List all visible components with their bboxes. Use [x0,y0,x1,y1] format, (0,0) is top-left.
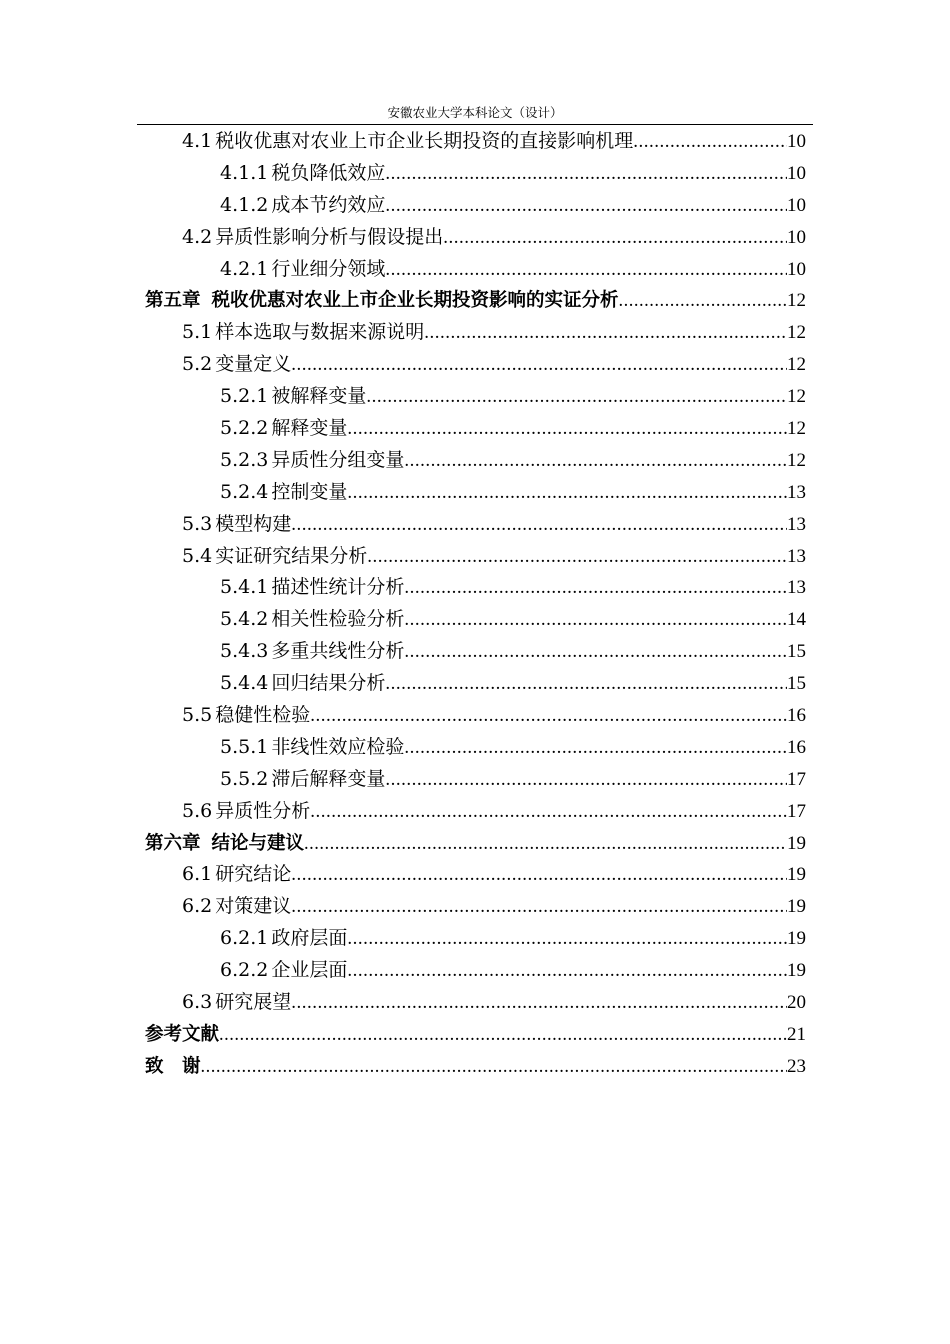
toc-entry-title: 回归结果分析 [271,672,386,695]
toc-entry-leader [367,541,787,573]
toc-entry-leader [404,636,787,668]
toc-entry[interactable] [145,732,806,764]
toc-entry-page: 12 [787,418,806,440]
toc-entry-leader [310,700,787,732]
toc-entry-leader [304,829,787,860]
toc-entry-title: 税收优惠对农业上市企业长期投资影响的实证分析 [211,290,619,312]
toc-entry-page: 13 [787,545,806,567]
toc-entry[interactable] [145,158,806,190]
toc-entry-leader [385,158,787,190]
toc-entry-label [182,349,291,381]
toc-entry-page: 10 [787,162,806,184]
toc-entry-label [182,987,291,1019]
toc-entry-number: 5.2.1 [220,385,269,408]
toc-entry[interactable] [145,349,806,381]
toc-entry-label [182,126,633,158]
toc-entry-title: 结论与建议 [211,832,305,854]
toc-entry-label [220,955,347,987]
toc-entry-number: 第六章 [145,832,201,854]
toc-entry-label [182,700,310,732]
toc-entry-leader [201,1052,787,1083]
toc-entry-title: 解释变量 [271,417,348,440]
toc-entry-label [220,764,385,796]
toc-entry[interactable] [145,923,806,955]
toc-entry-label [220,604,404,636]
toc-entry-leader [347,955,787,987]
toc-entry[interactable] [145,445,806,477]
toc-entry[interactable] [145,987,806,1019]
toc-entry-title: 稳健性检验 [215,704,311,727]
toc-entry[interactable] [145,285,806,317]
toc-entry-number: 5.5.2 [220,767,269,790]
toc-entry-label [220,923,347,955]
toc-entry-page: 13 [787,577,806,599]
toc-entry-page: 17 [787,768,806,790]
toc-entry-page: 15 [787,673,806,695]
toc-entry-label [220,190,385,222]
toc-entry[interactable] [145,381,806,413]
toc-entry-page: 16 [787,705,806,727]
toc-entry-number: 5.5 [182,704,213,727]
toc-entry[interactable] [145,764,806,796]
toc-entry-page: 10 [787,194,806,216]
toc-entry-label [220,413,347,445]
toc-entry-number: 5.4.1 [220,576,269,599]
toc-entry-leader [385,254,787,286]
toc-entry-title: 模型构建 [215,512,292,535]
toc-entry-leader [366,381,787,413]
toc-entry-number: 5.2.4 [220,480,269,503]
toc-entry-label [145,285,619,317]
toc-entry-number: 5.4.2 [220,608,269,631]
toc-entry-number: 5.2.2 [220,417,269,440]
toc-entry-number: 4.2 [182,225,213,248]
toc-entry[interactable] [145,700,806,732]
toc-entry-title: 多重共线性分析 [271,640,405,663]
toc-entry-label [220,254,385,286]
toc-entry[interactable] [145,604,806,636]
toc-entry-label [182,891,291,923]
toc-entry-label [182,317,424,349]
toc-entry-number: 6.2.2 [220,959,269,982]
toc-entry-title: 企业层面 [271,959,348,982]
toc-entry-number: 4.1 [182,130,213,152]
toc-entry-page: 13 [787,513,806,535]
toc-entry-leader [385,190,787,222]
toc-entry-title: 政府层面 [271,927,348,950]
toc-entry-title: 异质性影响分析与假设提出 [215,225,444,248]
toc-entry[interactable] [145,1051,806,1083]
toc-entry[interactable] [145,796,806,828]
toc-entry-label [145,1051,201,1083]
toc-entry-title: 样本选取与数据来源说明 [215,321,425,344]
toc-entry-page: 13 [787,481,806,503]
toc-entry-title: 变量定义 [215,353,292,376]
running-header: 安徽农业大学本科论文（设计） [387,105,563,120]
toc-entry-page: 20 [787,992,806,1014]
toc-entry-title: 研究展望 [215,991,292,1014]
toc-entry-page: 12 [787,449,806,471]
toc-entry[interactable] [145,509,806,541]
toc-entry-leader [347,923,787,955]
toc-entry-leader [291,349,787,381]
toc-entry-label [220,572,404,604]
toc-entry[interactable] [145,317,806,349]
toc-entry-title: 描述性统计分析 [271,576,405,599]
toc-entry-number: 5.2.3 [220,448,269,471]
toc-entry-leader [424,317,787,349]
toc-entry-page: 19 [787,928,806,950]
toc-entry[interactable] [145,828,806,860]
toc-entry-number: 第五章 [145,290,201,312]
toc-entry-title: 成本节约效应 [271,193,386,216]
toc-entry-page: 21 [787,1023,806,1045]
toc-entry-title: 实证研究结果分析 [215,544,368,567]
toc-entry-number: 5.2 [182,353,213,376]
toc-entry-page: 10 [787,131,806,152]
toc-entry-leader [404,445,787,477]
toc-entry-page: 12 [787,386,806,408]
toc-entry-title: 相关性检验分析 [271,608,405,631]
toc-entry-number: 4.1.2 [220,193,269,216]
toc-entry-title: 非线性效应检验 [271,735,405,758]
toc-entry-title: 行业细分领域 [271,257,386,280]
toc-entry-page: 16 [787,736,806,758]
toc-entry-leader [404,604,787,636]
toc-entry[interactable] [145,413,806,445]
toc-entry-page: 15 [787,641,806,663]
toc-entry-label [182,222,443,254]
toc-entry[interactable] [145,668,806,700]
toc-entry[interactable] [145,541,806,573]
toc-entry-page: 10 [787,258,806,280]
toc-entry-page: 14 [787,609,806,631]
toc-entry-leader [404,732,787,764]
toc-entry-leader [347,413,787,445]
toc-entry-page: 12 [787,322,806,344]
toc-entry-leader [347,477,787,509]
toc-entry-label [145,828,304,860]
toc-entry[interactable] [145,955,806,987]
toc-entry-number: 4.2.1 [220,257,269,280]
toc-entry-number: 5.3 [182,512,213,535]
toc-entry-leader [291,987,787,1019]
toc-entry-label [220,636,404,668]
toc-entry-leader [633,126,787,158]
toc-entry-number: 5.4.4 [220,672,269,695]
toc-entry-title: 被解释变量 [271,385,367,408]
toc-entry-number: 5.1 [182,321,213,344]
toc-entry-number: 4.1.1 [220,161,269,184]
toc-entry-title: 税收优惠对农业上市企业长期投资的直接影响机理 [215,130,634,152]
toc-entry-page: 19 [787,960,806,982]
toc-entry-title: 滞后解释变量 [271,767,386,790]
toc-entry-leader [443,222,787,254]
toc-entry[interactable] [145,190,806,222]
toc-entry-label [182,859,291,891]
table-of-contents [145,126,806,1083]
toc-entry-page: 12 [787,290,806,312]
toc-entry-number: 5.4 [182,544,213,567]
toc-entry-number: 5.4.3 [220,640,269,663]
toc-entry-leader [291,859,787,891]
toc-entry-page: 12 [787,354,806,376]
toc-entry-leader [291,891,787,923]
toc-entry-number: 5.5.1 [220,735,269,758]
header-rule [137,124,813,125]
toc-entry-label [182,509,291,541]
toc-entry-page: 23 [787,1055,806,1077]
toc-entry-title: 对策建议 [215,895,292,918]
toc-entry[interactable] [145,222,806,254]
toc-entry-label [220,732,404,764]
toc-entry-page: 19 [787,832,806,854]
toc-entry-label [220,158,385,190]
toc-entry-page: 10 [787,226,806,248]
toc-entry[interactable] [145,572,806,604]
toc-entry-label [220,381,366,413]
toc-entry-label [182,796,310,828]
toc-entry-title: 异质性分析 [215,799,311,822]
toc-entry-label [145,1019,219,1051]
toc-entry-number: 6.3 [182,991,213,1014]
toc-entry[interactable] [145,1019,806,1051]
toc-entry-label [220,668,385,700]
toc-entry-leader [385,668,787,700]
toc-entry[interactable] [145,859,806,891]
toc-entry-page: 17 [787,800,806,822]
toc-entry-label [220,477,347,509]
toc-entry-leader [291,509,787,541]
toc-entry-page: 19 [787,864,806,886]
toc-entry[interactable] [145,477,806,509]
toc-entry-label [220,445,404,477]
toc-entry-title: 异质性分组变量 [271,448,405,471]
toc-entry-title: 控制变量 [271,480,348,503]
toc-entry-title: 致 谢 [145,1055,201,1077]
toc-entry[interactable] [145,254,806,286]
toc-entry-leader [310,796,787,828]
toc-entry-number: 6.1 [182,863,213,886]
toc-entry-number: 5.6 [182,799,213,822]
toc-entry-number: 6.2 [182,895,213,918]
toc-entry-title: 研究结论 [215,863,292,886]
toc-entry-title: 参考文献 [145,1023,220,1045]
toc-entry-leader [385,764,787,796]
toc-entry-label [182,541,367,573]
toc-entry[interactable] [145,126,806,158]
toc-entry-number: 6.2.1 [220,927,269,950]
toc-entry-leader [219,1020,787,1051]
toc-entry-page: 19 [787,896,806,918]
toc-entry[interactable] [145,891,806,923]
toc-entry-leader [404,572,787,604]
toc-entry-leader [619,286,787,317]
toc-entry[interactable] [145,636,806,668]
toc-entry-title: 税负降低效应 [271,161,386,184]
